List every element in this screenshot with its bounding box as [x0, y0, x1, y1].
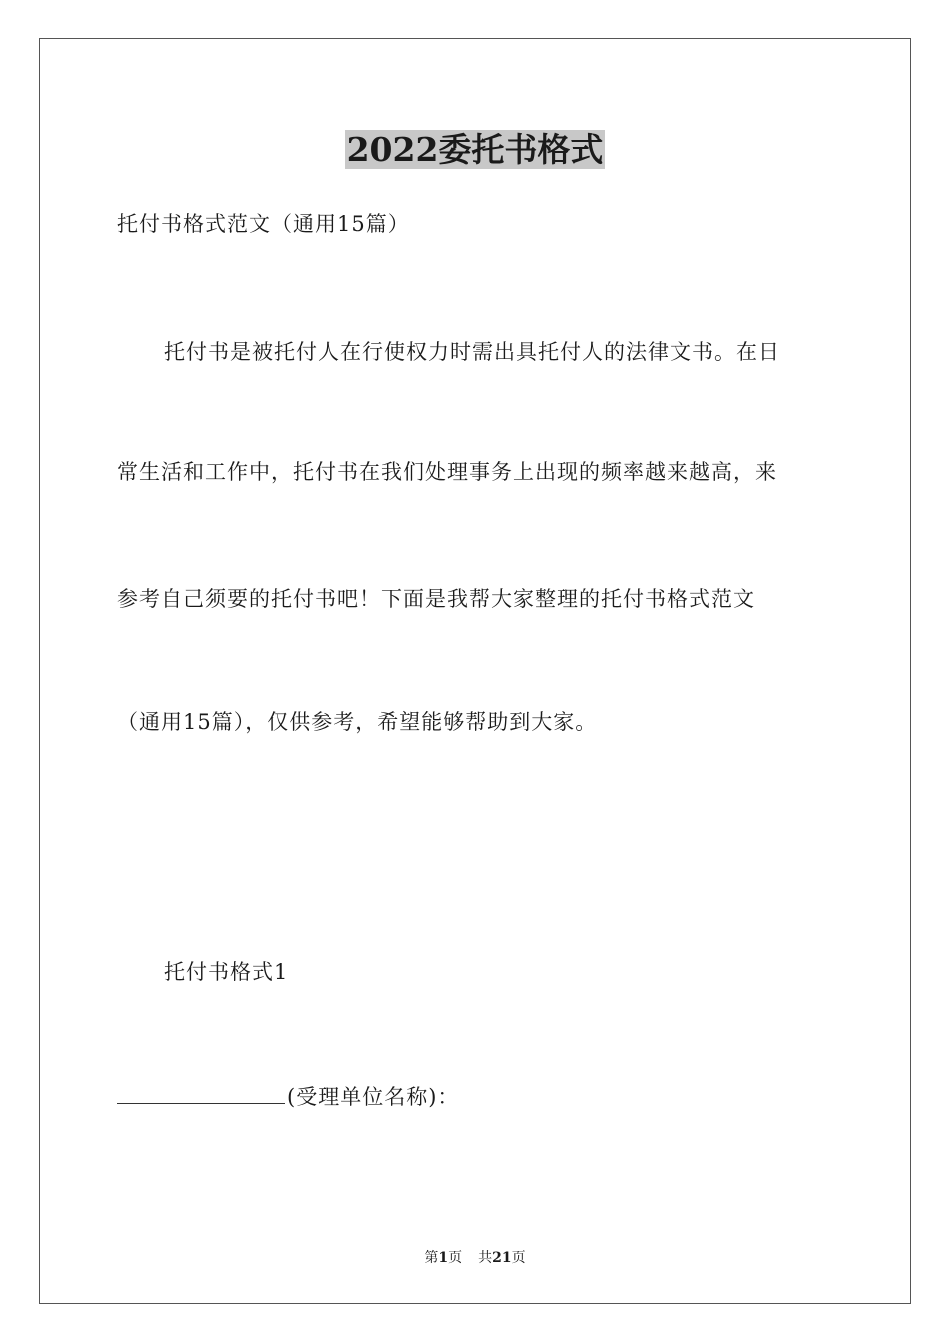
intro-line-4: （通用15篇），仅供参考，希望能够帮助到大家。: [117, 710, 598, 734]
intro-line-2: 常生活和工作中，托付书在我们处理事务上出现的频率越来越高，来: [117, 460, 777, 484]
footer-page-prefix: 第: [424, 1250, 439, 1266]
footer-page-suffix: 页: [448, 1250, 463, 1266]
document-title-text: 2022委托书格式: [346, 130, 604, 169]
page-footer: [0, 1249, 950, 1267]
footer-total-suffix: 页: [511, 1250, 526, 1266]
document-subtitle: 托付书格式范文（通用15篇）: [117, 212, 410, 236]
footer-page-current: 1: [438, 1250, 449, 1266]
document-title: [0, 128, 950, 172]
intro-line-1: 托付书是被托付人在行使权力时需出具托付人的法律文书。在日: [164, 340, 780, 364]
footer-total-prefix: 共: [478, 1250, 493, 1266]
recipient-blank: [117, 1083, 285, 1104]
section-heading: 托付书格式1: [164, 960, 289, 984]
intro-line-3: 参考自己须要的托付书吧！下面是我帮大家整理的托付书格式范文: [117, 587, 755, 611]
footer-page-total: 21: [492, 1250, 512, 1266]
recipient-label: (受理单位名称)：: [287, 1085, 460, 1109]
recipient-line: [117, 1083, 459, 1111]
